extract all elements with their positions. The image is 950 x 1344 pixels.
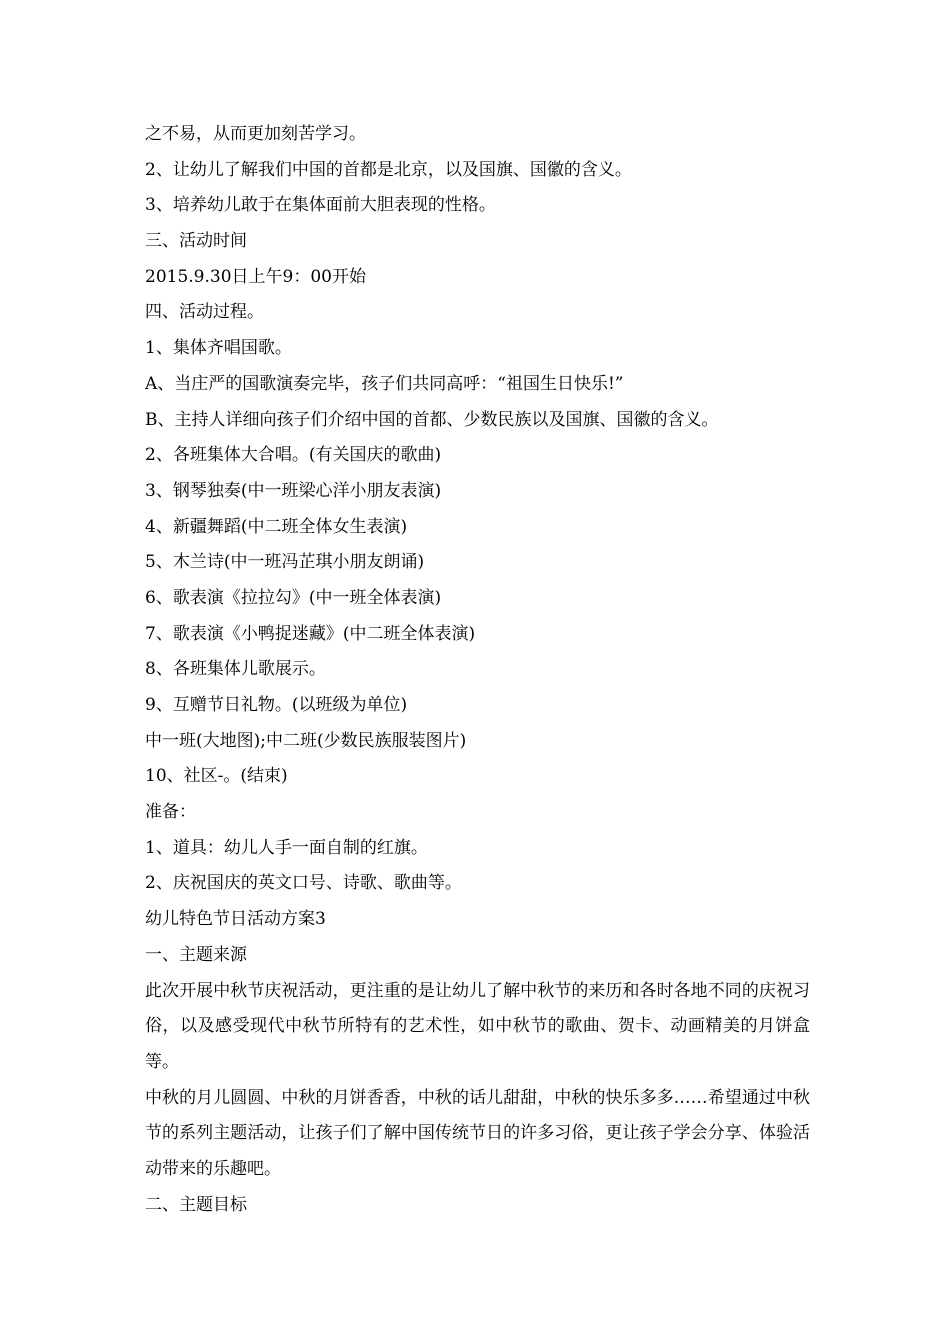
text-line: A、当庄严的国歌演奏完毕，孩子们共同高呼：“祖国生日快乐!” xyxy=(145,373,624,394)
text-line: 8、各班集体儿歌展示。 xyxy=(145,659,326,680)
document-page xyxy=(145,117,810,1223)
text-line: 9、互赠节日礼物。(以班级为单位) xyxy=(145,695,408,715)
text-line: 2、各班集体大合唱。(有关国庆的歌曲) xyxy=(145,445,442,466)
text-line: B、主持人详细向孩子们介绍中国的首都、少数民族以及国旗、国徽的含义。 xyxy=(145,409,719,430)
text-line: 中一班(大地图);中二班(少数民族服装图片) xyxy=(145,730,467,751)
text-line: 3、钢琴独奏(中一班梁心洋小朋友表演) xyxy=(145,480,442,501)
text-line: 10、社区-。(结束) xyxy=(145,766,288,787)
text-line: 1、集体齐唱国歌。 xyxy=(145,338,292,359)
body-paragraph: 此次开展中秋节庆祝活动，更注重的是让幼儿了解中秋节的来历和各时各地不同的庆祝习俗，以及感受现代中秋节所特有的艺术性，如中秋节的歌曲、贺卡、动画精美的月饼盒等。 xyxy=(145,980,810,1072)
text-line: 2、庆祝国庆的英文口号、诗歌、歌曲等。 xyxy=(145,873,462,894)
text-line: 3、培养幼儿敢于在集体面前大胆表现的性格。 xyxy=(145,195,496,216)
text-line: 准备： xyxy=(145,802,196,823)
text-line: 5、木兰诗(中一班冯芷琪小朋友朗诵) xyxy=(145,552,425,573)
text-line: 2015.9.30日上午9：00开始 xyxy=(145,266,366,287)
text-line: 1、道具：幼儿人手一面自制的红旗。 xyxy=(145,837,428,858)
text-line: 6、歌表演《拉拉勾》(中一班全体表演) xyxy=(145,587,442,608)
text-line: 7、歌表演《小鸭捉迷藏》(中二班全体表演) xyxy=(145,623,476,644)
section-heading: 二、主题目标 xyxy=(145,1194,247,1215)
text-line: 之不易，从而更加刻苦学习。 xyxy=(145,124,366,144)
section-heading: 一、主题来源 xyxy=(145,944,247,965)
body-paragraph: 中秋的月儿圆圆、中秋的月饼香香，中秋的话儿甜甜，中秋的快乐多多……希望通过中秋节的系列主题活动，让孩子们了解中国传统节日的许多习俗，更让孩子学会分享、体验活动带来的乐趣吧。 xyxy=(145,1087,810,1180)
text-line: 2、让幼儿了解我们中国的首都是北京，以及国旗、国徽的含义。 xyxy=(145,159,632,180)
text-line: 4、新疆舞蹈(中二班全体女生表演) xyxy=(145,516,408,537)
section-heading: 三、活动时间 xyxy=(145,231,247,252)
section-heading: 四、活动过程。 xyxy=(145,302,264,323)
document-title: 幼儿特色节日活动方案3 xyxy=(145,909,326,930)
